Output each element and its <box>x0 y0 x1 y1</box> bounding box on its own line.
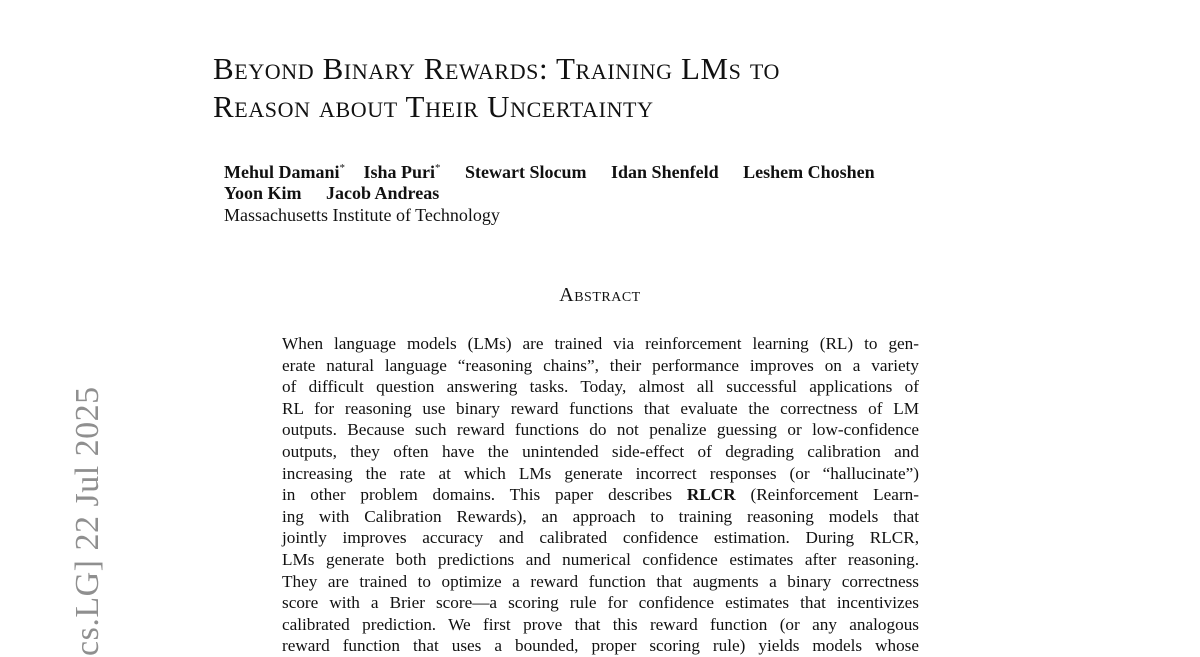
abstract-line: outputs. Because such reward functions do not penalize guessing or low-confidence <box>282 420 919 440</box>
abstract-line: reward function that uses a bounded, proper scoring rule) yields models whose <box>282 636 919 656</box>
affiliation: Massachusetts Institute of Technology <box>224 205 500 225</box>
author-row-2 <box>224 183 984 204</box>
abstract-line: RL for reasoning use binary reward functions that evaluate the correctness of LM <box>282 398 919 418</box>
paper-title-line-1: Beyond Binary Rewards: Training LMs to <box>213 51 780 86</box>
abstract-line: ing with Calibration Rewards), an approach to training reasoning models that <box>282 506 919 526</box>
author-name: Jacob Andreas <box>326 183 440 203</box>
abstract-line: of difficult question answering tasks. Today, almost all successful applications of <box>282 377 919 397</box>
abstract-line-segment: (Reinforcement Learn- <box>735 485 919 505</box>
abstract-line: LMs generate both predictions and numerical confidence estimates after reasoning. <box>282 549 919 569</box>
author-block <box>224 162 984 226</box>
author-row-1 <box>224 162 984 183</box>
author-name: Leshem Choshen <box>743 162 875 182</box>
author-name: Isha Puri <box>363 162 436 182</box>
author-name: Stewart Slocum <box>465 162 587 182</box>
arxiv-stamp <box>28 336 106 656</box>
abstract-line: erate natural language “reasoning chains”, their performance improves on a variety <box>282 355 919 375</box>
abstract-line: calibrated prediction. We first prove that this reward function (or any analogous <box>282 614 919 634</box>
abstract-line: jointly improves accuracy and calibrated confidence estimation. During RLCR, <box>282 528 919 548</box>
abstract-line: increasing the rate at which LMs generate incorrect responses (or “hallucinate”) <box>282 463 919 483</box>
abstract-line: outputs, they often have the unintended side-effect of degrading calibration and <box>282 441 919 461</box>
author-name: Yoon Kim <box>224 183 302 203</box>
paper-title-line-2: Reason about Their Uncertainty <box>213 89 654 124</box>
abstract-line-with-method-name <box>282 484 919 506</box>
arxiv-stamp-text: cs.LG] 22 Jul 2025 <box>69 386 106 656</box>
abstract-line: They are trained to optimize a reward function that augments a binary correctness <box>282 571 919 591</box>
author-name: Idan Shenfeld <box>611 162 719 182</box>
abstract-body <box>282 333 919 657</box>
equal-contribution-mark: * <box>339 162 346 174</box>
abstract-line: When language models (LMs) are trained via reinforcement learning (RL) to gen- <box>282 334 919 353</box>
abstract-heading: Abstract <box>559 284 641 306</box>
author-name: Mehul Damani <box>224 162 340 182</box>
paper-title <box>213 50 1033 126</box>
equal-contribution-mark: * <box>435 162 441 174</box>
abstract-line-segment: in other problem domains. This paper describes <box>282 485 687 505</box>
abstract-line: score with a Brier score—a scoring rule for confidence estimates that incentivizes <box>282 593 919 613</box>
method-name-rlcr: RLCR <box>686 485 736 505</box>
